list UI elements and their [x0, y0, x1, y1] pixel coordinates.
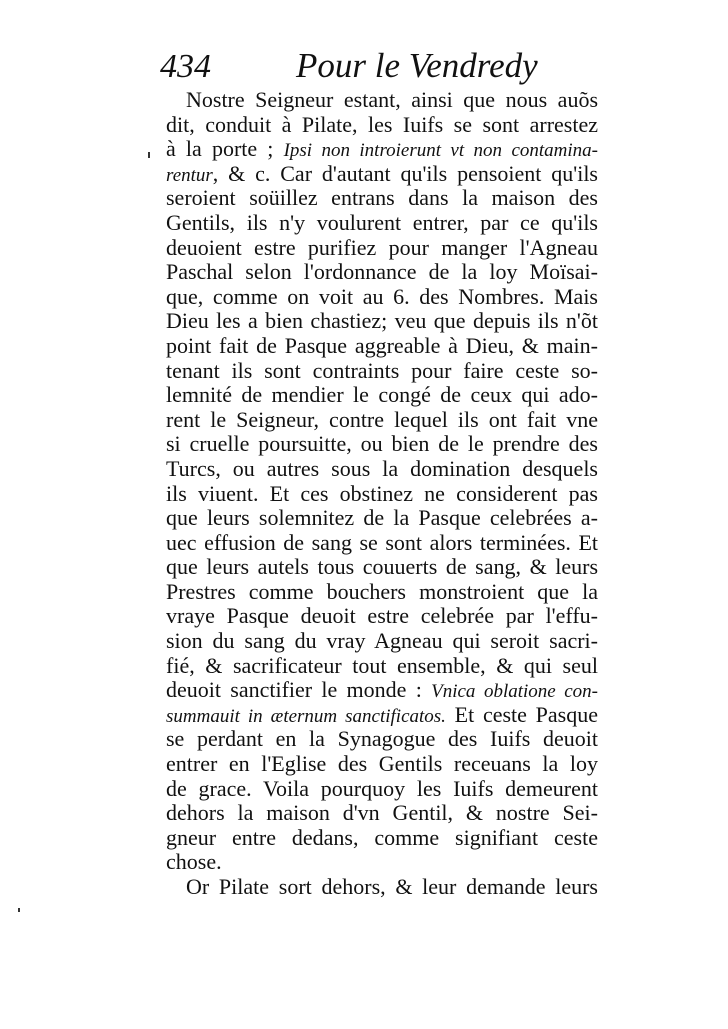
text-line	[166, 875, 598, 900]
text-line	[166, 211, 598, 236]
text-line	[166, 604, 598, 629]
text-line	[166, 432, 598, 457]
text-line	[166, 752, 598, 777]
text-line	[166, 727, 598, 752]
text-line	[166, 334, 598, 359]
text-run: vraye Pasque deuoit estre celebrée par l'effu-	[166, 603, 598, 629]
text-run: si cruelle poursuitte, ou bien de le prendre des	[166, 431, 598, 457]
text-line	[166, 408, 598, 433]
text-line	[166, 236, 598, 261]
text-run: chose.	[166, 849, 222, 875]
text-run: deuoit sanctifier le monde :	[166, 677, 432, 703]
text-run: lemnité de mendier le congé de ceux qui ado-	[166, 382, 598, 408]
text-run: Nostre Seigneur estant, ainsi que nous auõs	[186, 87, 598, 112]
text-run: que leurs autels tous couuerts de sang, & leurs	[166, 554, 598, 580]
text-run: , & c. Car d'autant qu'ils pensoient qu'ils	[212, 160, 598, 186]
text-run: se perdant en la Synagogue des Iuifs deuoit	[166, 726, 598, 752]
text-run: Et ceste Pasque	[445, 701, 598, 727]
text-line	[166, 555, 598, 580]
text-run: dehors la maison d'vn Gentil, & nostre Sei-	[166, 800, 598, 826]
text-line	[166, 801, 598, 826]
text-line	[166, 678, 598, 703]
text-line	[166, 137, 598, 162]
text-run: deuoient estre purifiez pour manger l'Agneau	[166, 234, 598, 260]
latin-quotation: rentur	[166, 164, 213, 186]
text-run: de grace. Voila pourquoy les Iuifs demeurent	[166, 775, 598, 801]
text-line	[166, 309, 598, 334]
text-run: que, comme on voit au 6. des Nombres. Mais	[166, 283, 598, 309]
latin-quotation: Vnica oblatione con-	[431, 681, 598, 703]
text-line	[166, 359, 598, 384]
text-run: tenant ils sont contraints pour faire ceste so-	[166, 357, 598, 383]
text-run: Gentils, ils n'y voulurent entrer, par ce qu'ils	[166, 209, 598, 235]
text-run: entrer en l'Eglise des Gentils receuans la loy	[166, 751, 598, 777]
text-line	[166, 88, 598, 113]
text-run: sion du sang du vray Agneau qui seroit sacri-	[166, 628, 598, 654]
text-run: à la porte ;	[166, 136, 284, 162]
text-line	[166, 506, 598, 531]
text-line	[166, 457, 598, 482]
text-run: que leurs solemnitez de la Pasque celebrées a-	[166, 505, 598, 531]
body-text	[166, 88, 598, 900]
text-line	[166, 383, 598, 408]
text-line	[166, 580, 598, 605]
text-run: Or Pilate sort dehors, & leur demande leurs	[186, 874, 598, 899]
page-number: 434	[160, 48, 211, 85]
margin-speck	[148, 152, 150, 158]
text-run: seroient soüillez entrans dans la maison des	[166, 185, 598, 211]
text-line	[166, 850, 598, 875]
margin-speck	[18, 908, 20, 912]
text-line	[166, 654, 598, 679]
text-line	[166, 703, 598, 728]
latin-quotation: Ipsi non introierunt vt non contamina-	[283, 140, 598, 162]
text-line	[166, 482, 598, 507]
running-title: Pour le Vendredy	[296, 46, 538, 85]
text-line	[166, 162, 598, 187]
text-line	[166, 260, 598, 285]
text-run: rent le Seigneur, contre lequel ils ont fait vne	[166, 406, 598, 432]
text-run: Prestres comme bouchers monstroient que la	[166, 578, 598, 604]
text-run: ils viuent. Et ces obstinez ne considerent pas	[166, 480, 598, 506]
text-run: uec effusion de sang se sont alors terminées. Et	[166, 529, 598, 555]
latin-quotation: summauit in æternum sanctificatos.	[166, 705, 446, 727]
text-run: Dieu les a bien chastiez; veu que depuis ils n'õt	[166, 308, 598, 334]
running-head	[160, 44, 538, 90]
text-line	[166, 186, 598, 211]
text-line	[166, 629, 598, 654]
text-line	[166, 285, 598, 310]
text-line	[166, 826, 598, 851]
text-run: dit, conduit à Pilate, les Iuifs se sont arrestez	[166, 111, 598, 137]
text-line	[166, 777, 598, 802]
text-line	[166, 531, 598, 556]
text-run: Turcs, ou autres sous la domination desquels	[166, 455, 598, 481]
text-line	[166, 113, 598, 138]
text-run: Paschal selon l'ordonnance de la loy Moïsai-	[166, 259, 598, 285]
text-run: fié, & sacrificateur tout ensemble, & qui seul	[166, 652, 598, 678]
text-run: point fait de Pasque aggreable à Dieu, & main-	[166, 332, 598, 358]
text-run: gneur entre dedans, comme signifiant ceste	[166, 824, 598, 850]
